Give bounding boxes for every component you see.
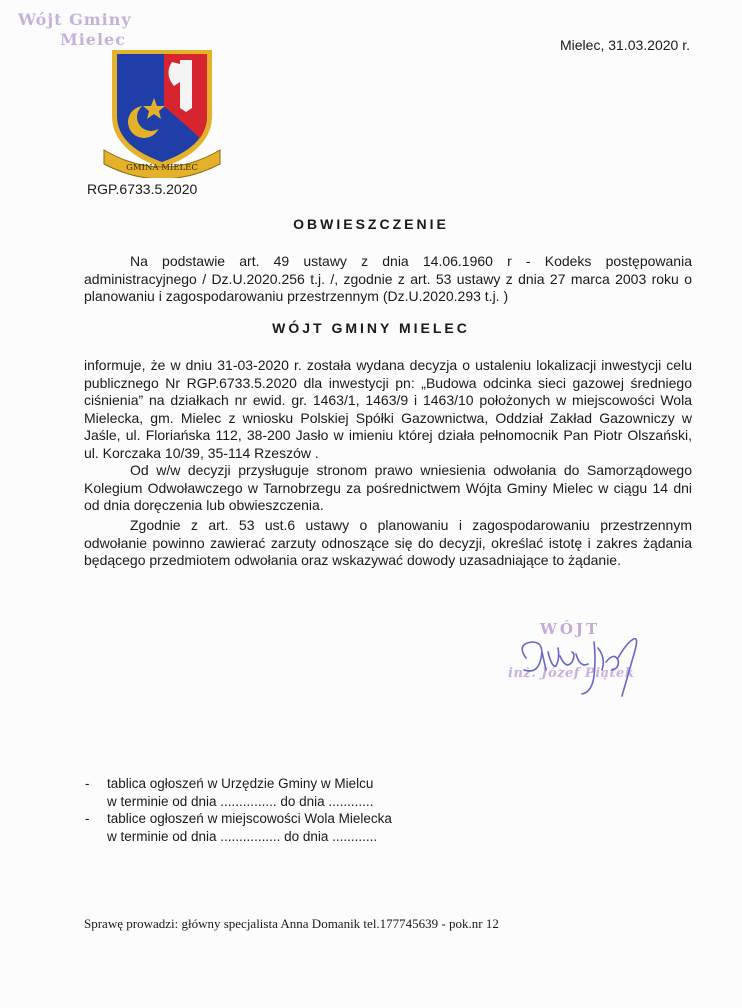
posting-list [85,775,392,845]
document-title: OBWIESZCZENIE [293,216,449,232]
bullet-dash: - [85,776,90,791]
intro-paragraph: Na podstawie art. 49 ustawy z dnia 14.06.1960 r - Kodeks postępowania administracyjnego / Dz.U.2020.256 t.j. /, zgodnie z art. 53 ustawy z dnia 27 marca 2003 roku o planowaniu i zagospodarowaniu przestrzennym (Dz.U.2020.293 t.j. ) [84,253,692,304]
posting-item [85,775,392,810]
appeal-paragraph: Od w/w decyzji przysługuje stronom prawo wniesienia odwołania do Samorządowego Kolegium Odwoławczego w Tarnobrzegu za pośrednictwem Wójta Gminy Mielec w ciągu 14 dni od dnia doręczenia lub obwieszczenia. [84,462,692,513]
appeal-requirements-paragraph: Zgodnie z art. 53 ust.6 ustawy o planowaniu i zagospodarowaniu przestrzennym odwołanie powinno zawierać zarzuty odnoszące się do decyzji, określać istotę i zakres żądania będącego przedmiotem odwołania oraz wskazywać dowody uzasadniające to żądanie. [84,517,692,568]
coat-ribbon-text: GMINA MIELEC [126,163,198,173]
signature-stamp [502,618,652,708]
signature-name: inż. Józef Piątek [508,666,635,681]
document-date: Mielec, 31.03.2020 r. [560,37,690,53]
posting-location: tablica ogłoszeń w Urzędzie Gminy w Mielcu [107,776,374,791]
decision-paragraph: informuje, że w dniu 31-03-2020 r. została wydana decyzja o ustaleniu lokalizacji inwestycji celu publicznego Nr RGP.6733.5.2020 dla inwestycji pn: „Budowa odcinka sieci gazowej średniego ciśnienia” na działkach nr ewid. gr. 1463/1, 1463/9 i 1463/10 położonych w miejscowości Wola Mielecka, gm. Mielec z wniosku Polskiej Spółki Gazownictwa, Oddział Zakład Gazowniczy w Jaśle, ul. Floriańska 112, 38-200 Jasło w imieniu której działa pełnomocnik Pan Piotr Olszański, ul. Korczaka 10/39, 35-114 Rzeszów . [84,357,692,461]
stamp-line-1: Wójt Gminy [18,10,132,29]
posting-location: tablice ogłoszeń w miejscowości Wola Mielecka [107,811,392,826]
case-handler-footer: Sprawę prowadzi: główny specjalista Anna Domanik tel.177745639 - pok.nr 12 [84,916,499,931]
authority-heading: WÓJT GMINY MIELEC [272,320,470,336]
signature-title: WÓJT [540,620,601,638]
reference-number: RGP.6733.5.2020 [87,181,198,197]
office-stamp [18,10,132,50]
coat-of-arms-emblem [102,46,222,178]
posting-item [85,810,392,845]
posting-dates: w terminie od dnia ................ do dnia ............ [107,828,378,844]
bullet-dash: - [85,811,90,826]
handwritten-signature [502,618,652,708]
stamp-line-2: Mielec [60,30,126,49]
posting-dates: w terminie od dnia ............... do dnia ............ [107,793,374,809]
